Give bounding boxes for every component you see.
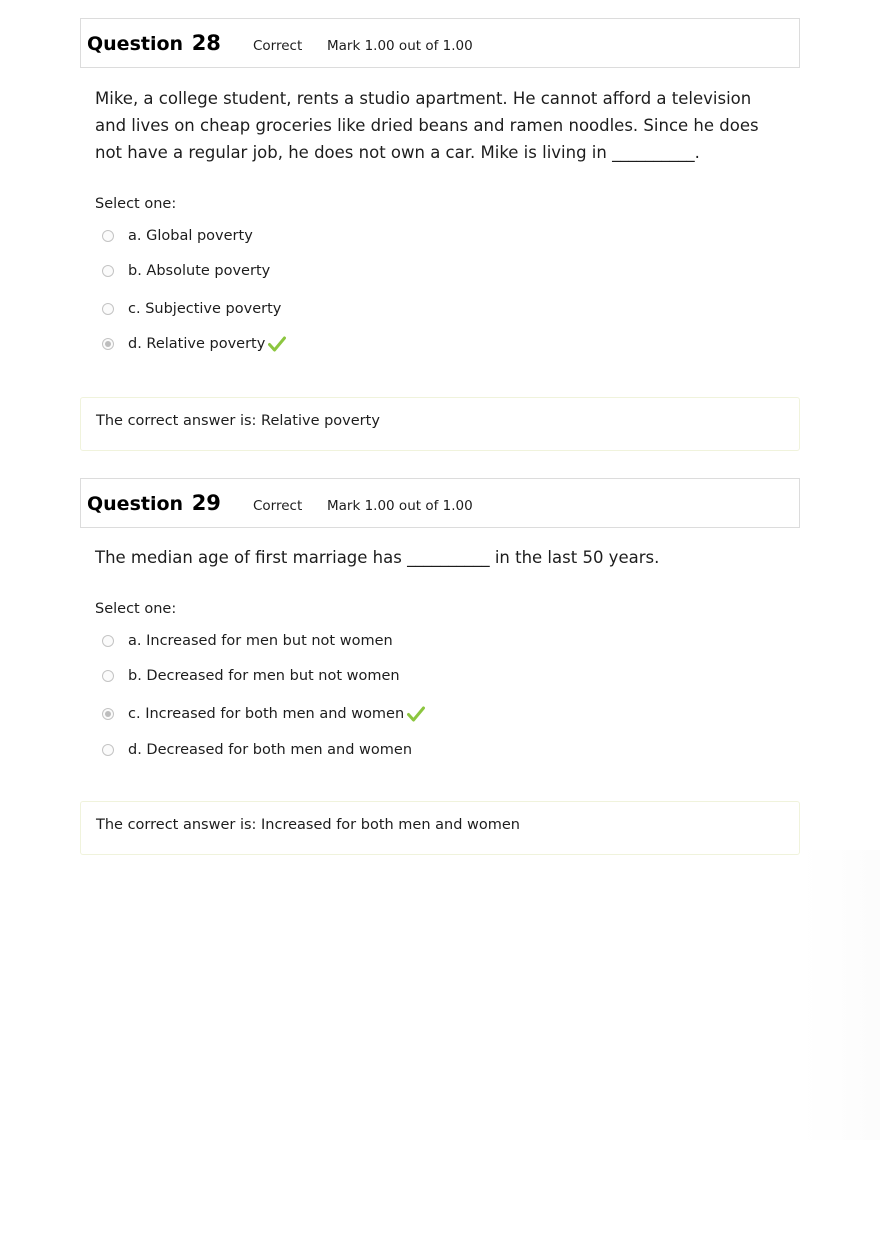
feedback-box: [80, 801, 800, 855]
answer-option-label: b. Decreased for men but not women: [128, 668, 400, 684]
answer-option-c[interactable]: [102, 298, 281, 320]
check-icon: [268, 336, 286, 352]
question-text: The median age of first marriage has __________ in the last 50 years.: [95, 548, 660, 567]
answer-option-d[interactable]: [102, 333, 286, 355]
answer-option-label: c. Increased for both men and women: [128, 706, 405, 722]
feedback-box: [80, 397, 800, 451]
radio-button[interactable]: [102, 265, 114, 277]
answer-option-a[interactable]: [102, 225, 253, 247]
answer-option-label: d. Relative poverty: [128, 336, 266, 352]
radio-button[interactable]: [102, 230, 114, 242]
question-mark: Mark 1.00 out of 1.00: [327, 38, 473, 54]
answer-option-c[interactable]: [102, 703, 425, 725]
question-number: 29: [191, 491, 221, 515]
question-header: [80, 18, 800, 68]
question-28: [80, 18, 800, 429]
question-mark: Mark 1.00 out of 1.00: [327, 498, 473, 514]
question-state: Correct: [253, 498, 303, 514]
question-state: Correct: [253, 38, 303, 54]
answer-option-label: b. Absolute poverty: [128, 263, 271, 279]
select-one-prompt: Select one:: [95, 601, 177, 617]
answer-option-label: d. Decreased for both men and women: [128, 742, 413, 758]
check-icon: [407, 706, 425, 722]
question-title-prefix: Question: [87, 493, 184, 515]
question-title: [87, 491, 221, 515]
question-header: [80, 478, 800, 528]
answer-option-label: c. Subjective poverty: [128, 301, 282, 317]
radio-button[interactable]: [102, 635, 114, 647]
answer-option-label: a. Global poverty: [128, 228, 253, 244]
radio-button[interactable]: [102, 303, 114, 315]
question-title: [87, 31, 221, 55]
correct-answer-text: The correct answer is: Relative poverty: [96, 413, 380, 429]
answer-option-b[interactable]: [102, 665, 400, 687]
answer-option-b[interactable]: [102, 260, 270, 282]
answer-option-label: a. Increased for men but not women: [128, 633, 393, 649]
radio-button[interactable]: [102, 744, 114, 756]
radio-button[interactable]: [102, 670, 114, 682]
answer-option-d[interactable]: [102, 739, 412, 761]
select-one-prompt: Select one:: [95, 196, 177, 212]
question-text: Mike, a college student, rents a studio apartment. He cannot afford a television and lives on cheap groceries like dried beans and ramen noodles. Since he does not have a regular job, he does not own a car. Mike is living in __________.: [95, 89, 759, 162]
page-edge-shade: [800, 850, 880, 1140]
question-29: [80, 478, 800, 833]
radio-button-selected[interactable]: [102, 338, 114, 350]
question-number: 28: [191, 31, 221, 55]
correct-answer-text: The correct answer is: Increased for both men and women: [96, 817, 520, 833]
radio-button-selected[interactable]: [102, 708, 114, 720]
answer-option-a[interactable]: [102, 630, 393, 652]
question-title-prefix: Question: [87, 33, 184, 55]
